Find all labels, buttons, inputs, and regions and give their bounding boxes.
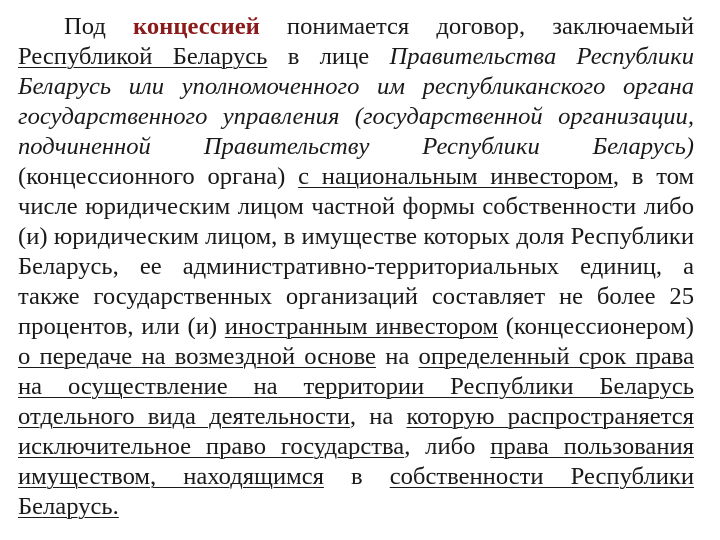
underlined-term-republic: Республикой Беларусь [18,43,268,70]
underlined-term-paid-transfer: о передаче на возмездной основе [18,343,376,370]
underlined-term-foreign-investor: иностранным инвестором [224,313,498,340]
keyword-concession: концессией [133,13,260,40]
concession-definition-paragraph [18,12,694,522]
text-segment: Под [64,13,133,40]
underlined-term-national-investor: с национальным инвестором [298,163,613,190]
text-segment: , на [349,403,407,430]
text-segment: на [375,343,419,370]
italic-government-clause: Правительства Республики Беларусь или уполномоченного им республиканского органа государственного управления (государственной организации, подчиненной Правительству Республики Беларусь) [18,43,694,160]
text-segment: в лице [267,43,390,70]
text-segment: , в том числе юридическим лицом частной формы собственности либо (и) юридическим лицом, в имуществе которых доля Республики Беларусь, ее административно-территориальных единиц, а также государственных организаций составляет не более 25 процентов, или (и) [18,163,695,340]
underlined-term-property-use: права пользования имуществом, находящимся [18,433,694,490]
underlined-term-term-rights: определенный срок права на осуществление на территории Республики Беларусь отдельного вида деятельности [18,343,694,430]
text-segment: , либо [404,433,491,460]
underlined-term-exclusive-right: которую распространяется исключительное право государства [18,403,694,460]
text-segment: (концессионером) [497,313,694,340]
text-segment: в [323,463,390,490]
text-segment: понимается договор, заключаемый [259,13,694,40]
text-segment: (концессионного органа) [18,163,299,190]
underlined-term-ownership: собственности Республики Беларусь. [18,463,694,520]
